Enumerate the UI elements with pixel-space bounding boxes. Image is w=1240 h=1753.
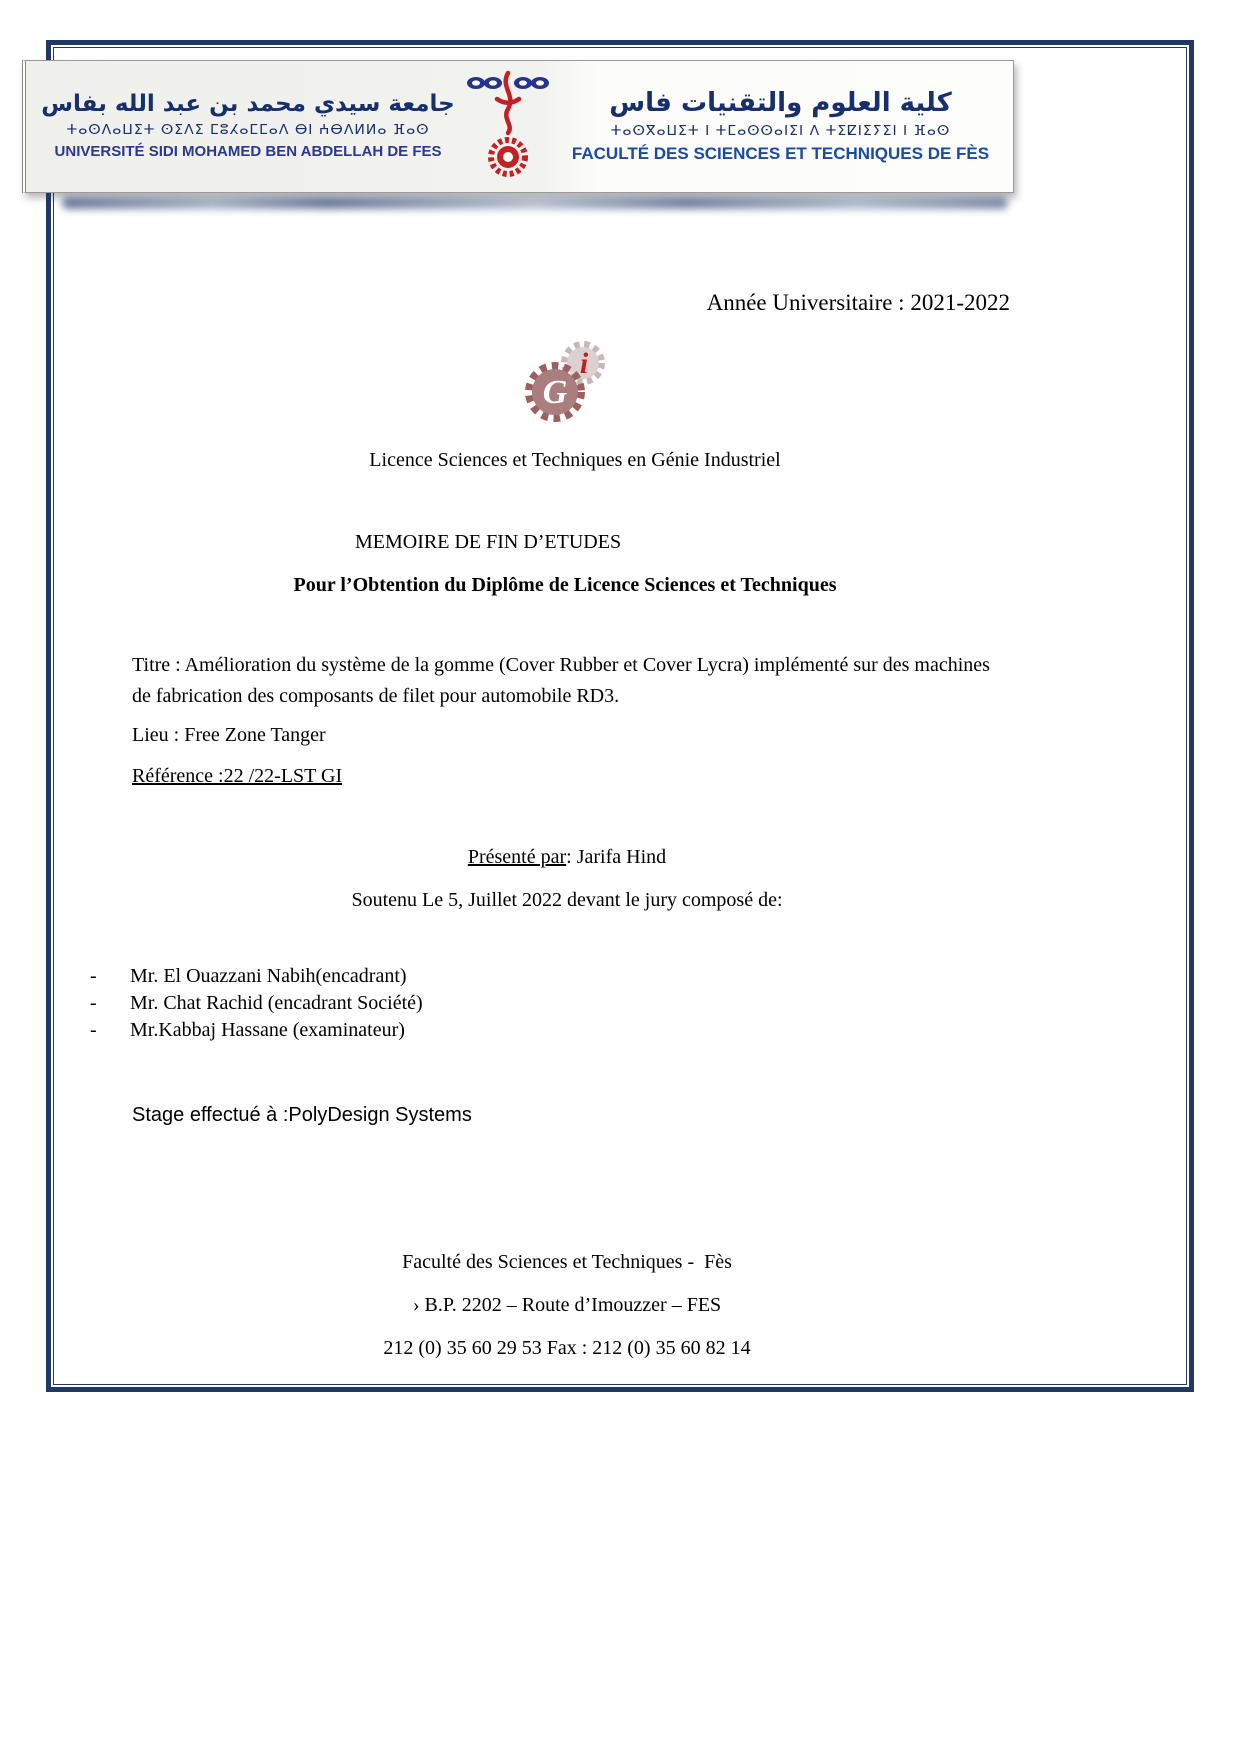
jury-member-name: Mr. El Ouazzani Nabih(encadrant) xyxy=(130,965,407,987)
faculty-name-arabic: كلية العلوم والتقنيات فاس xyxy=(609,87,952,118)
university-name-french: UNIVERSITÉ SIDI MOHAMED BEN ABDELLAH DE FES xyxy=(54,143,442,160)
presented-by-name: : Jarifa Hind xyxy=(566,846,667,868)
footer-phone-fax: 212 (0) 35 60 29 53 Fax : 212 (0) 35 60 82 14 xyxy=(383,1337,751,1359)
list-dash: - xyxy=(90,992,97,1014)
presented-by-label: Présenté par xyxy=(467,846,567,868)
header-banner xyxy=(22,60,1014,193)
footer-faculty: Faculté des Sciences et Techniques - Fès xyxy=(402,1251,732,1273)
academic-year: Année Universitaire : 2021-2022 xyxy=(706,290,1010,315)
faculty-name-tifinagh: ⵜⴰⵙⴳⴰⵡⵉⵜ ⵏ ⵜⵎⴰⵙⵙⴰⵏⵉⵏ ⴷ ⵜⵉⵇⵏⵉⵢⵉⵏ ⵏ ⴼⴰⵙ xyxy=(610,122,951,139)
page-border-frame xyxy=(46,40,1194,1392)
footer-address: › B.P. 2202 – Route d’Imouzzer – FES xyxy=(412,1294,722,1316)
jury-member-row xyxy=(90,963,423,990)
gi-department-logo-icon xyxy=(521,336,613,433)
presented-by-line xyxy=(60,846,1074,869)
scan-artifact-smear xyxy=(62,197,1008,209)
jury-member-row xyxy=(90,1017,423,1044)
faculty-name-french: FACULTÉ DES SCIENCES ET TECHNIQUES DE FÈS xyxy=(571,143,990,163)
internship-line: Stage effectué à :PolyDesign Systems xyxy=(132,1104,472,1126)
gi-logo-letter-g: G xyxy=(542,374,568,411)
list-dash: - xyxy=(90,1019,97,1041)
project-title: Titre : Amélioration du système de la gomme (Cover Rubber et Cover Lycra) implémenté sur des machines de fabrication des composants de filet pour automobile RD3. xyxy=(132,654,990,707)
memoire-heading: MEMOIRE DE FIN D’ETUDES xyxy=(355,531,622,553)
reference-line: Référence :22 /22-LST GI xyxy=(132,765,343,787)
faculty-header-block xyxy=(556,88,1005,164)
university-name-arabic: جامعة سيدي محمد بن عبد الله بفاس xyxy=(41,91,455,117)
university-emblem-icon xyxy=(460,67,556,185)
jury-list xyxy=(90,963,423,1044)
jury-member-name: Mr.Kabbaj Hassane (examinateur) xyxy=(130,1019,405,1041)
location-line: Lieu : Free Zone Tanger xyxy=(132,724,326,746)
jury-member-row xyxy=(90,990,423,1017)
jury-member-name: Mr. Chat Rachid (encadrant Société) xyxy=(130,992,423,1014)
defense-line: Soutenu Le 5, Juillet 2022 devant le jury composé de: xyxy=(351,889,783,911)
program-name: Licence Sciences et Techniques en Génie Industriel xyxy=(369,449,781,471)
university-header-block xyxy=(36,91,460,160)
university-name-tifinagh: ⵜⴰⵙⴷⴰⵡⵉⵜ ⵙⵉⴷⵉ ⵎⵓⵃⴰⵎⵎⴰⴷ ⴱⵏ ⵄⴱⴷⵍⵍⴰ ⴼⴰⵙ xyxy=(66,122,430,138)
gi-logo-letter-i: i xyxy=(579,347,589,380)
diploma-heading: Pour l’Obtention du Diplôme de Licence Sciences et Techniques xyxy=(293,574,837,596)
list-dash: - xyxy=(90,965,97,987)
